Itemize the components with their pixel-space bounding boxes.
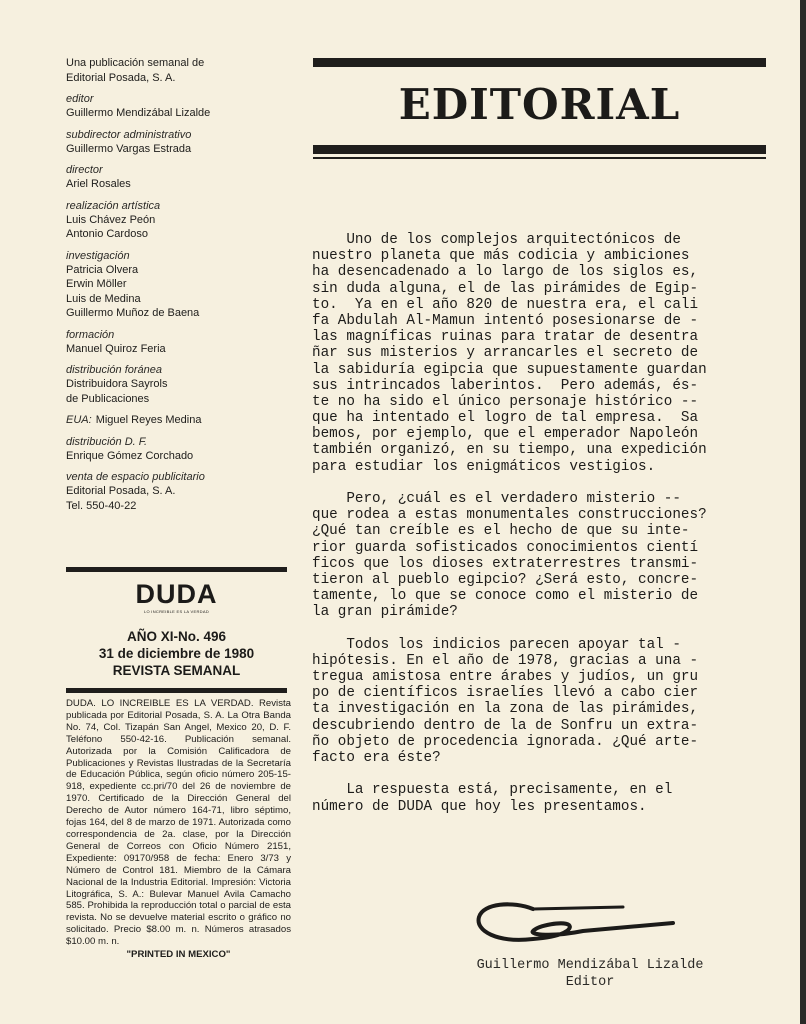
masthead-divider-top xyxy=(66,567,287,572)
text-line: La respuesta está, precisamente, en el xyxy=(312,782,673,799)
editorial-paragraph xyxy=(312,491,762,621)
text-line: número de DUDA que hoy les presentamos. xyxy=(312,798,647,815)
credit-entry xyxy=(66,470,291,513)
logo-tagline: LO INCREIBLE ES LA VERDAD xyxy=(143,609,210,614)
printed-in-mexico: "PRINTED IN MEXICO" xyxy=(126,949,231,961)
credit-name: Miguel Reyes Medina xyxy=(95,414,202,426)
text-line: to. Ya en el año 820 de nuestra era, el cali xyxy=(312,296,699,313)
credit-role: EUA: xyxy=(66,414,92,426)
credit-entry xyxy=(66,328,291,357)
text-line: para estudiar los enigmáticos vestigios. xyxy=(312,458,656,475)
editorial-paragraph xyxy=(312,232,762,475)
text-line: rior guarda sofisticados conocimientos cientí xyxy=(312,539,699,556)
credit-entry xyxy=(66,92,291,121)
credit-entry xyxy=(66,413,291,428)
text-line: ha desencadenado a lo largo de los siglos es, xyxy=(312,264,699,281)
text-line: la gran pirámide? xyxy=(312,604,458,621)
credit-role: distribución D. F. xyxy=(66,435,148,448)
credit-entry xyxy=(66,363,291,406)
credit-role: venta de espacio publicitario xyxy=(66,471,205,483)
credit-name: Patricia Olvera Erwin Möller Luis de Medina Guillermo Muñoz de Baena xyxy=(66,263,200,319)
text-line: la sabiduría egipcia que supuestamente guardan xyxy=(312,361,707,378)
credit-role: subdirector administrativo xyxy=(66,128,192,141)
editorial-paragraph xyxy=(312,782,762,814)
headline-rule-top xyxy=(313,58,766,67)
credit-name: Editorial Posada, S. A. Tel. 550-40-22 xyxy=(66,485,176,512)
text-line: tieron al pueblo egipcio? ¿Será esto, concre- xyxy=(312,571,699,588)
credit-entry xyxy=(66,249,291,321)
editorial-paragraph xyxy=(312,637,762,767)
credit-entry xyxy=(66,163,291,192)
text-line: hipótesis. En el año de 1978, gracias a una - xyxy=(312,652,699,669)
credit-name: Manuel Quiroz Feria xyxy=(66,342,166,355)
credit-name: Guillermo Mendizábal Lizalde xyxy=(66,107,211,119)
editor-byline xyxy=(450,958,730,991)
credit-name: Una publicación semanal de Editorial Posada, S. A. xyxy=(66,57,205,84)
issue-block xyxy=(66,580,287,679)
text-line: bemos, por ejemplo, que el emperador Napoleón xyxy=(312,426,699,443)
headline-rule-bottom xyxy=(313,145,766,154)
text-line: las magníficas ruinas para tratar de desentra xyxy=(312,329,699,346)
credit-role: investigación xyxy=(66,249,130,262)
text-line: ta investigación en la zona de las pirámides, xyxy=(312,701,699,718)
text-line: que rodea a estas monumentales construcciones? xyxy=(312,507,707,524)
credit-role: director xyxy=(66,164,103,176)
text-line: sus intrincados laberintos. Pero además, és- xyxy=(312,377,699,394)
text-line: tregua amistosa entre árabes y judíos, un gru xyxy=(312,669,699,686)
text-line: ficos que los dioses extraterrestres transmi- xyxy=(312,555,699,572)
credit-name: Guillermo Vargas Estrada xyxy=(66,142,192,155)
issue-date: 31 de diciembre de 1980 xyxy=(98,646,255,661)
editor-title: Editor xyxy=(565,974,615,990)
masthead-credits xyxy=(66,56,291,520)
credit-name: Luis Chávez Peón Antonio Cardoso xyxy=(66,213,156,240)
credit-entry xyxy=(66,56,291,85)
editorial-body xyxy=(312,232,762,831)
page-edge-shadow xyxy=(800,0,806,1024)
credit-entry xyxy=(66,435,291,464)
text-line: que ha intentado el logro de tal empresa. Sa xyxy=(312,410,699,427)
credit-role: editor xyxy=(66,93,94,105)
credit-name: Ariel Rosales xyxy=(66,178,131,190)
text-line: nuestro planeta que más codicia y ambiciones xyxy=(312,248,690,265)
text-line: ñar sus misterios y arrancarles el secreto de xyxy=(312,345,699,362)
editor-signature xyxy=(473,895,683,949)
legal-notice xyxy=(66,698,291,961)
issue-number: AÑO XI-No. 496 xyxy=(126,629,227,644)
text-line: sin duda alguna, el de las pirámides de Egip- xyxy=(312,280,699,297)
text-line: tamente, lo que se conoce como el misterio de xyxy=(312,588,699,605)
editorial-headline: EDITORIAL xyxy=(398,80,681,129)
text-line: ño objeto de procedencia ignorada. ¿Qué arte- xyxy=(312,733,699,750)
masthead-divider-bottom xyxy=(66,688,287,693)
text-line: Uno de los complejos arquitectónicos de xyxy=(312,232,681,248)
text-line: te no ha sido el único personaje histórico -- xyxy=(312,393,699,410)
credit-entry xyxy=(66,128,291,157)
legal-text: DUDA. LO INCREIBLE ES LA VERDAD. Revista publicada por Editorial Posada, S. A. La Otra Banda No. 74, Col. Tizapán San Angel, Mexico 20, D. F. Teléfono 550-42-16. Publicación semanal. Autorizada por la Comisión Calificadora de Publicaciones y Revistas Ilustradas de la Secretaría de Educación Pública, según oficio número 205-15-918, expediente cc.pri/70 del 26 de noviembre de 1970. Certificado de la Dirección General del Derecho de Autor número 164-71, libro séptimo, fojas 164, del 8 de marzo de 1971. Autorizada como correspondencia de 2a. clase, por la Dirección General de Correos con Oficio Número 2151, Expediente: 09170/958 de fecha: Enero 3/73 y Número de Control 181. Miembro de la Cámara Nacional de la Industria Editorial. Impresión: Victoria Litográfica, S. A.: Bulevar Manuel Avila Camacho 585. Prohibida la reproducción total o parcial de esta revista. No se devuelve material escrito o gráfico no solicitado. Precio $8.00 m. n. Números atrasados $10.00 m. n. xyxy=(66,698,291,948)
text-line: Todos los indicios parecen apoyar tal - xyxy=(312,636,681,653)
credit-entry xyxy=(66,199,291,242)
credit-role: distribución foránea xyxy=(66,364,163,376)
text-line: ¿Qué tan creíble es el hecho de que su inte- xyxy=(312,523,690,540)
editor-name: Guillermo Mendizábal Lizalde xyxy=(476,958,704,973)
text-line: Pero, ¿cuál es el verdadero misterio -- xyxy=(312,491,681,507)
text-line: po de científicos israelíes llevó a cabo cier xyxy=(312,685,699,702)
credit-name: Distribuidora Sayrols de Publicaciones xyxy=(66,378,168,405)
credit-name: Enrique Gómez Corchado xyxy=(66,449,194,462)
duda-logo: DUDA xyxy=(135,579,218,609)
text-line: descubriendo dentro de la de Sonfru un extra- xyxy=(312,717,699,734)
headline-rule-thin xyxy=(313,157,766,159)
text-line: fa Abdulah Al-Mamun intentó posesionarse de - xyxy=(312,312,699,329)
text-line: también organizó, en su tiempo, una expedición xyxy=(312,442,707,459)
credit-role: formación xyxy=(66,328,115,341)
credit-role: realización artística xyxy=(66,199,161,212)
text-line: facto era éste? xyxy=(312,750,441,766)
issue-frequency: REVISTA SEMANAL xyxy=(112,663,241,678)
